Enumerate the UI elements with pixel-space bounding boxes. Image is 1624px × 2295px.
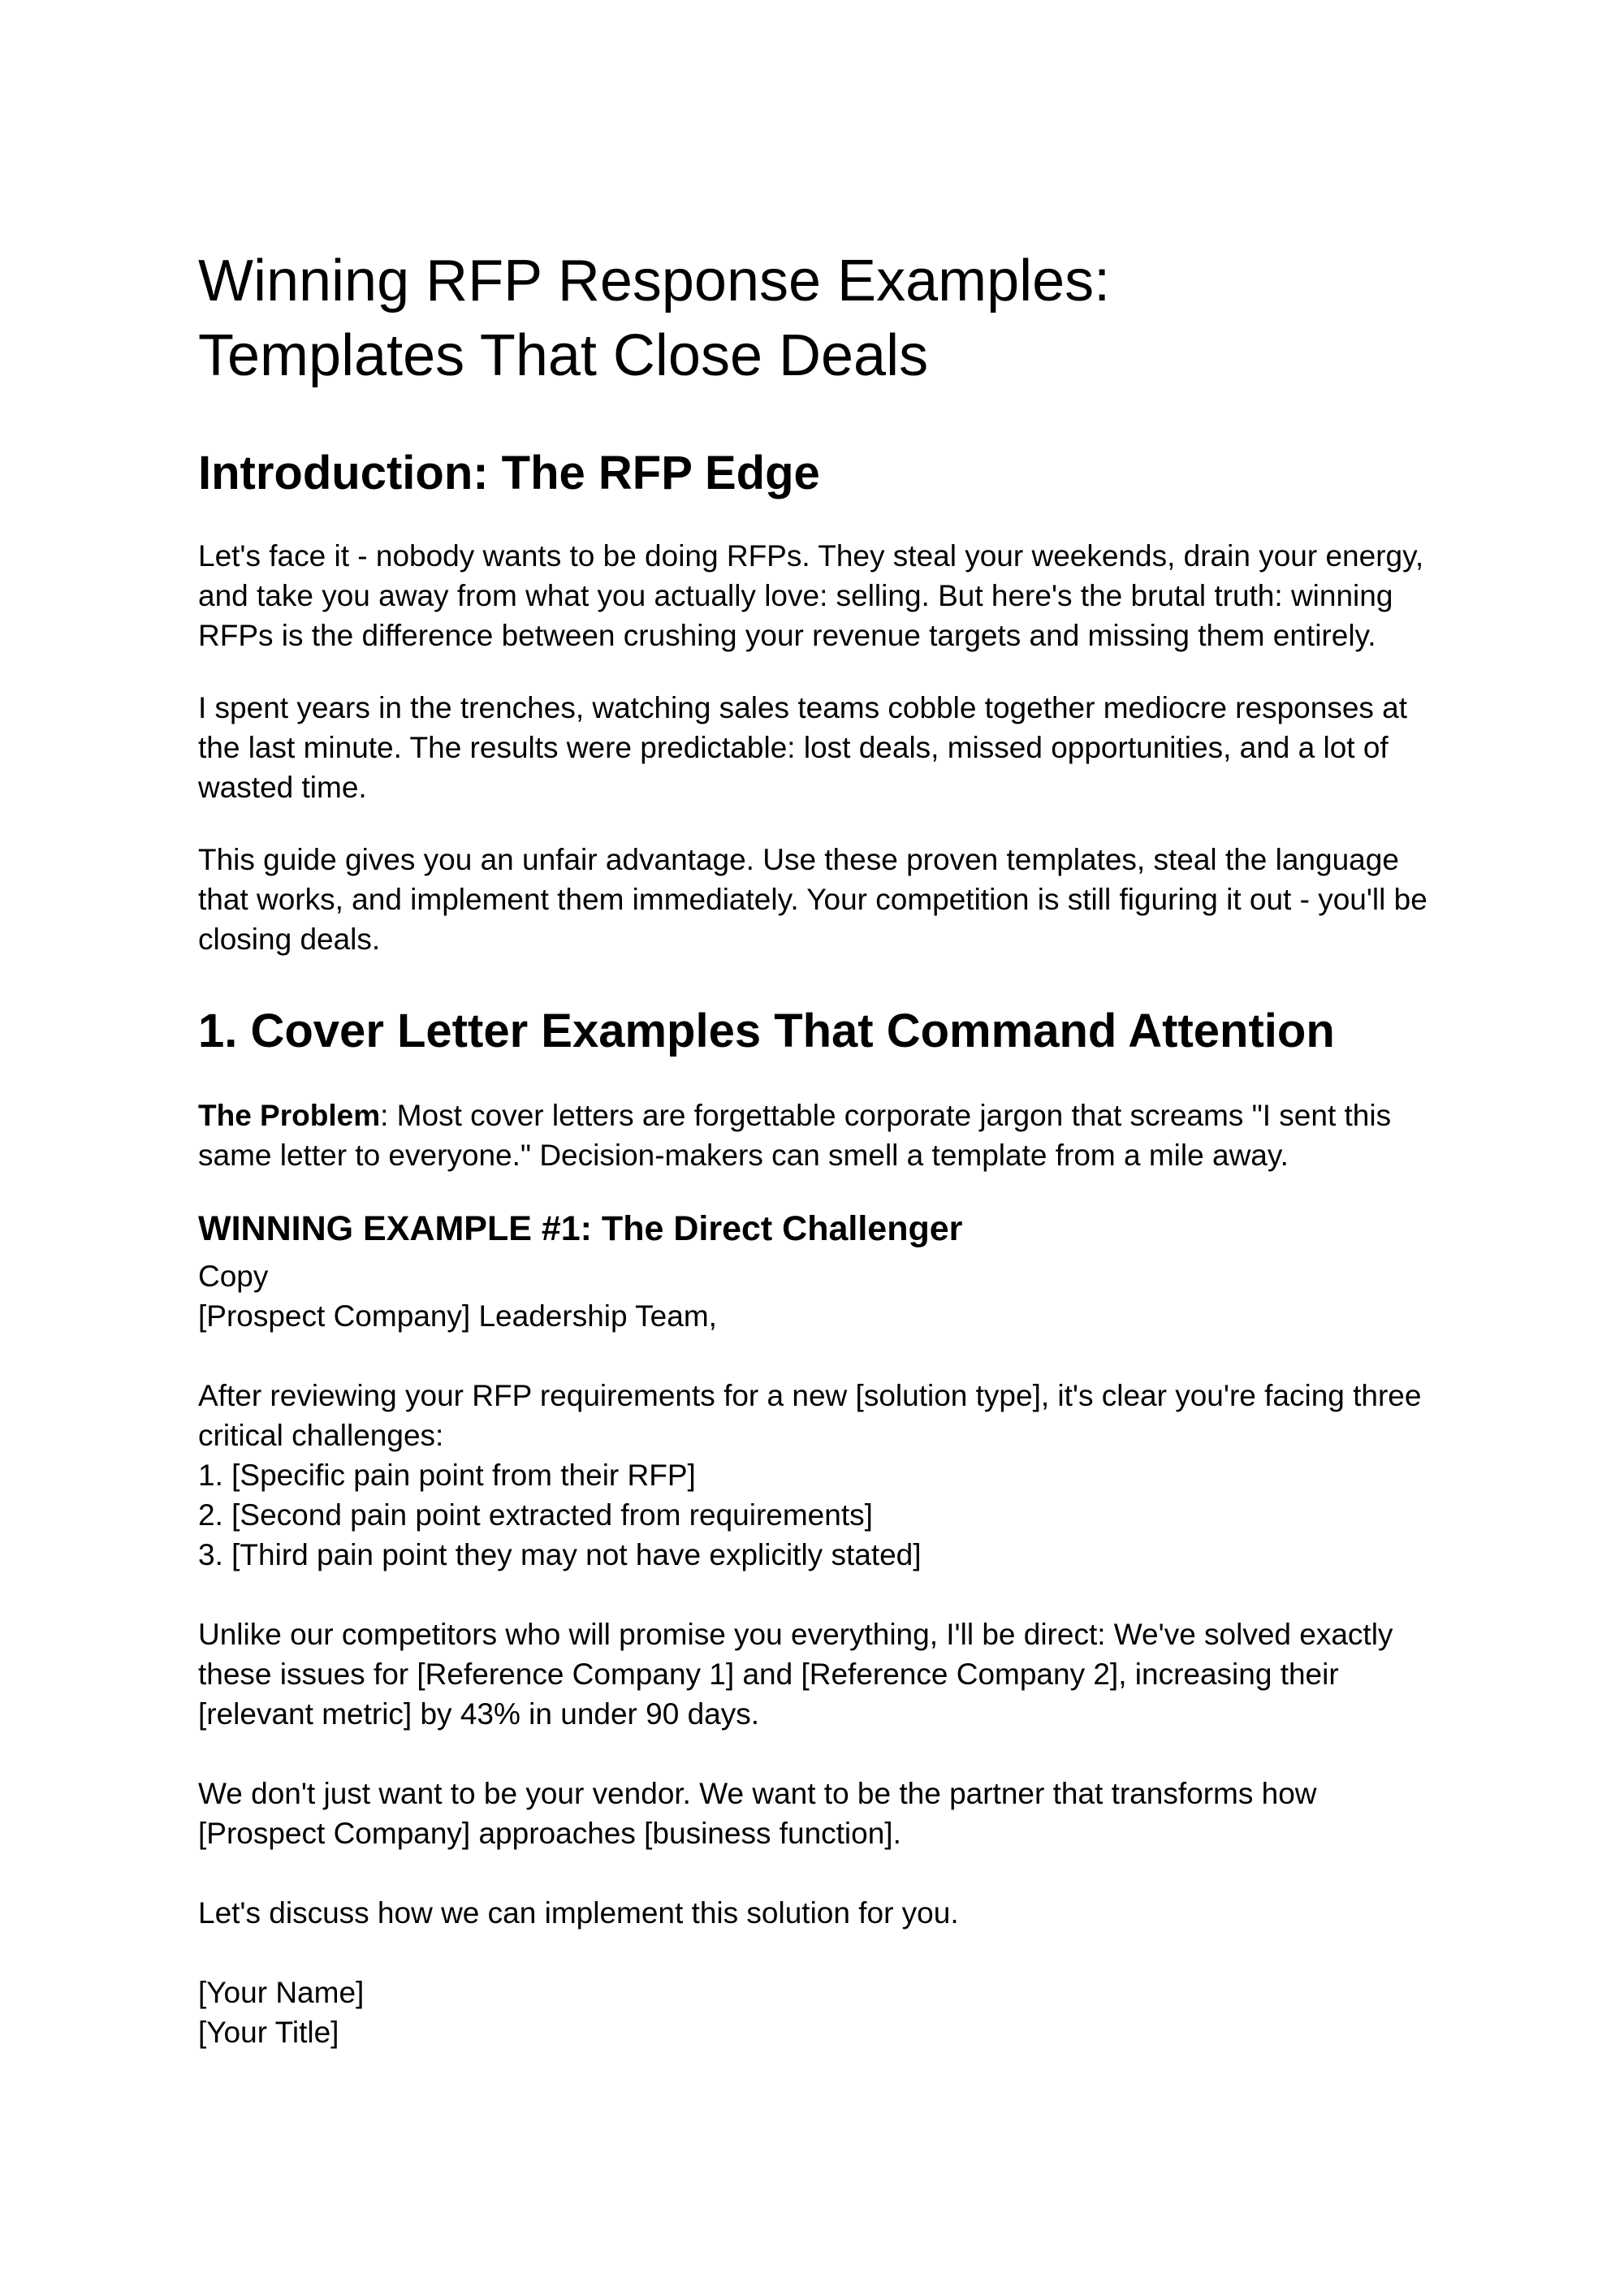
- letter-blank-line: [198, 1575, 1449, 1614]
- letter-blank-line: [198, 1734, 1449, 1774]
- letter-line: [Prospect Company] Leadership Team,: [198, 1299, 717, 1333]
- problem-label: The Problem: [198, 1099, 381, 1132]
- letter-line: 3. [Third pain point they may not have explicitly stated]: [198, 1538, 922, 1571]
- intro-heading: Introduction: The RFP Edge: [198, 447, 820, 499]
- letter-line: 2. [Second pain point extracted from requirements]: [198, 1498, 873, 1532]
- example-letter-block: [198, 1256, 1449, 2052]
- document-page: [198, 244, 1449, 2052]
- letter-line: Unlike our competitors who will promise you everything, I'll be direct: We've solved exactly these issues for [Reference Company 1] and [Reference Company 2], increasing their [relevant metric] by 43% in under 90 days.: [198, 1618, 1402, 1731]
- letter-line: 1. [Specific pain point from their RFP]: [198, 1459, 696, 1492]
- letter-line: We don't just want to be your vendor. We want to be the partner that transforms how [Prospect Company] approaches [business function].: [198, 1777, 1325, 1850]
- section-heading: 1. Cover Letter Examples That Command Attention: [198, 1005, 1335, 1057]
- example-heading: WINNING EXAMPLE #1: The Direct Challenger: [198, 1209, 963, 1248]
- letter-lines: [198, 1296, 1449, 2052]
- letter-line: [Your Name]: [198, 1976, 365, 2009]
- letter-line: Let's discuss how we can implement this solution for you.: [198, 1896, 959, 1930]
- letter-line: [Your Title]: [198, 2016, 339, 2049]
- letter-blank-line: [198, 1853, 1449, 1893]
- letter-line: After reviewing your RFP requirements for a new [solution type], it's clear you're facing three critical challenges:: [198, 1379, 1430, 1452]
- letter-blank-line: [198, 1336, 1449, 1376]
- problem-paragraph: [198, 1096, 1449, 1175]
- document-title: Winning RFP Response Examples: Templates That Close Deals: [198, 249, 1111, 388]
- intro-paragraph: This guide gives you an unfair advantage. Use these proven templates, steal the language that works, and implement them immediately. Your competition is still figuring it out - you'll be closing deals.: [198, 843, 1427, 956]
- problem-text: : Most cover letters are forgettable corporate jargon that screams "I sent this same letter to everyone." Decision-makers can smell a template from a mile away.: [198, 1099, 1392, 1172]
- letter-blank-line: [198, 1933, 1449, 1973]
- intro-paragraph: I spent years in the trenches, watching sales teams cobble together mediocre responses at the last minute. The results were predictable: lost deals, missed opportunities, and a lot of wasted time.: [198, 691, 1408, 804]
- intro-paragraph: Let's face it - nobody wants to be doing RFPs. They steal your weekends, drain your energy, and take you away from what you actually love: selling. But here's the brutal truth: winning RFPs is the difference between crushing your revenue targets and missing them entirely.: [198, 539, 1424, 652]
- copy-label: Copy: [198, 1260, 269, 1293]
